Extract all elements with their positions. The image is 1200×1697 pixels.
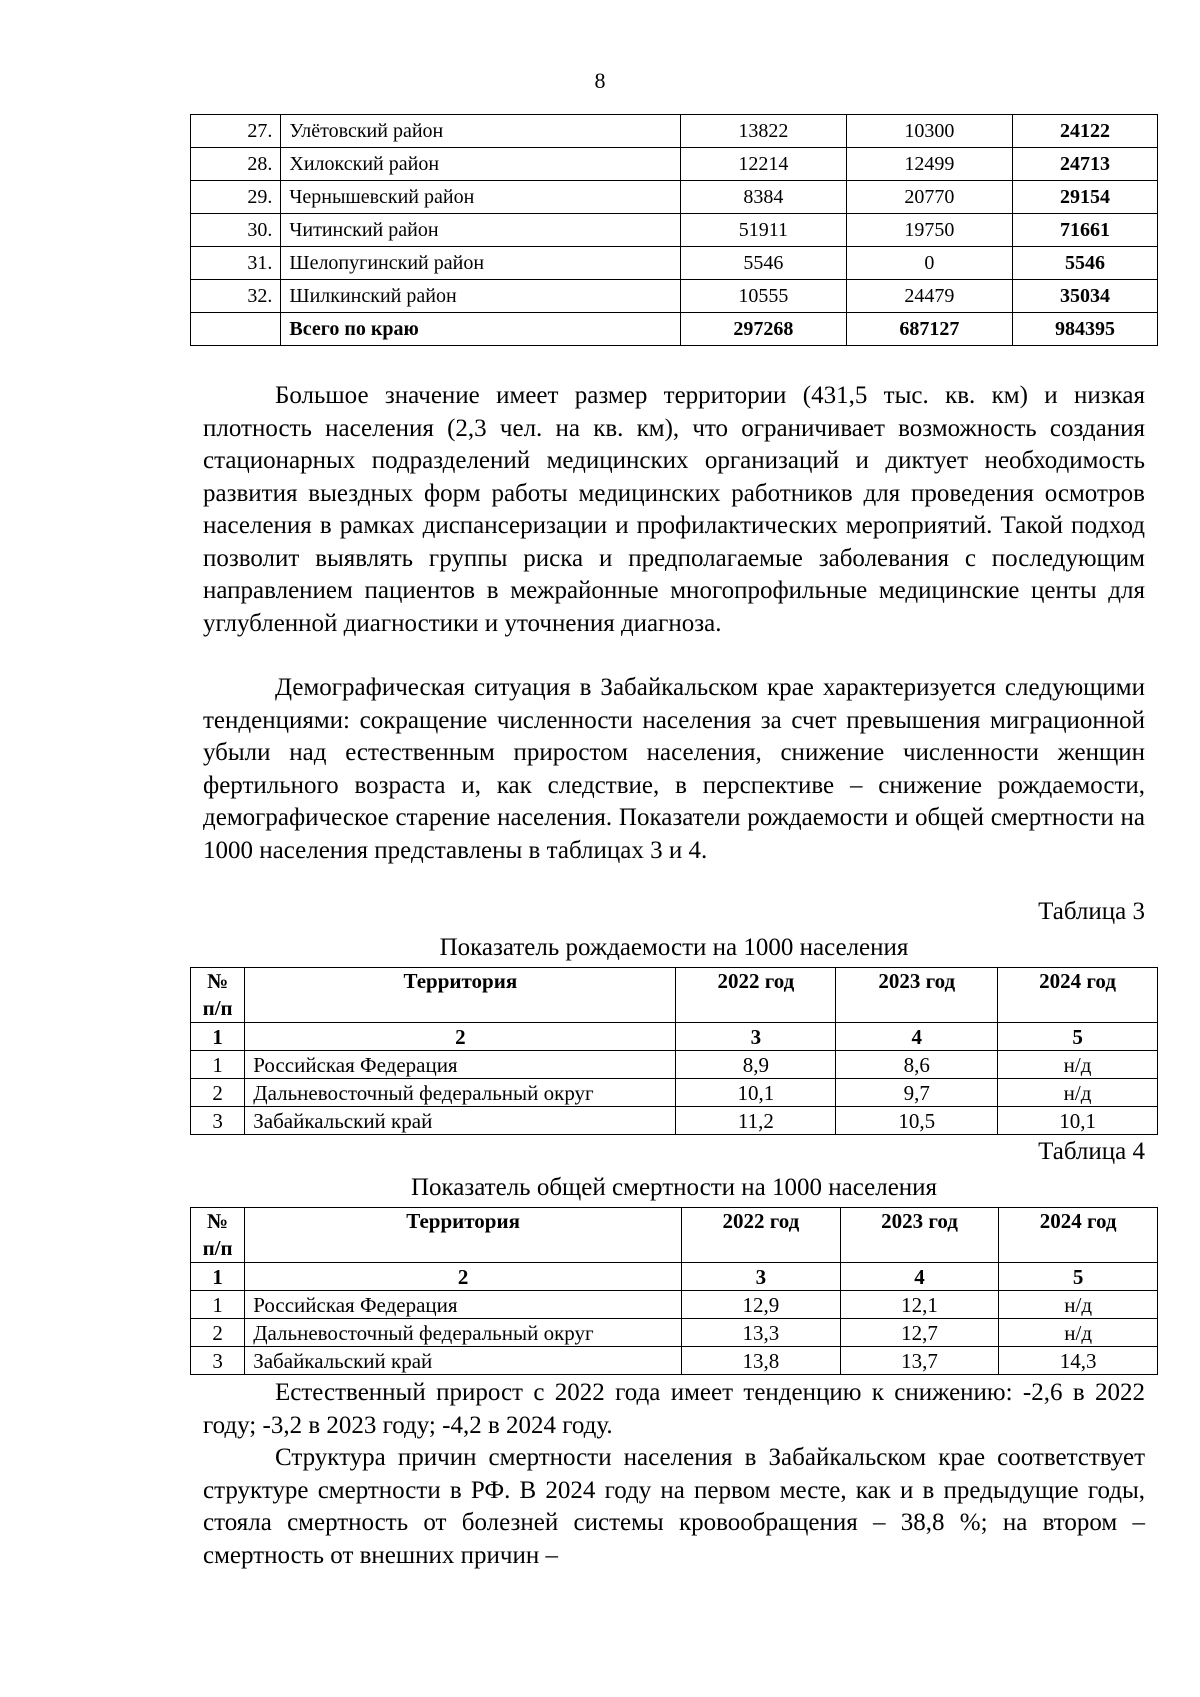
header-2024: 2024 год (999, 1208, 1158, 1263)
column-number: 4 (836, 1023, 998, 1051)
district-value-1: 51911 (680, 214, 846, 247)
table4-label: Таблица 4 (1038, 1138, 1145, 1165)
row-number: 2 (191, 1079, 245, 1107)
header-num: № п/п (191, 968, 245, 1023)
column-number: 4 (840, 1263, 999, 1291)
territory-name: Дальневосточный федеральный округ (245, 1079, 676, 1107)
table-row (191, 115, 1158, 148)
column-number: 1 (191, 1023, 245, 1051)
row-number: 1 (191, 1291, 245, 1319)
value-2022: 10,1 (676, 1079, 836, 1107)
district-value-2: 20770 (846, 181, 1012, 214)
table-total-row (191, 313, 1158, 346)
district-name: Шилкинский район (281, 280, 680, 313)
table-row (191, 148, 1158, 181)
value-2024: н/д (998, 1051, 1158, 1079)
table3-title: Показатель рождаемости на 1000 населения (439, 934, 909, 961)
district-value-1: 10555 (680, 280, 846, 313)
value-2023: 10,5 (836, 1107, 998, 1135)
district-name: Чернышевский район (281, 181, 680, 214)
district-total: 24122 (1012, 115, 1157, 148)
territory-name: Российская Федерация (245, 1051, 676, 1079)
value-2024: 14,3 (999, 1347, 1158, 1375)
birth-rate-table (190, 967, 1158, 1135)
district-total: 24713 (1012, 148, 1157, 181)
row-number: 28. (191, 148, 281, 181)
territory-name: Забайкальский край (245, 1107, 676, 1135)
table-row (191, 1107, 1158, 1135)
row-number: 30. (191, 214, 281, 247)
value-2023: 13,7 (840, 1347, 999, 1375)
value-2023: 8,6 (836, 1051, 998, 1079)
paragraph-mortality-structure: Структура причин смертности населения в Забайкальском крае соответствует структуре смертности в РФ. В 2024 году на первом месте, как и в предыдущие годы, стояла смертность от болезней системы кровообращения – 38,8 %; на втором – смертность от внешних причин – (203, 1444, 1145, 1569)
value-2023: 12,7 (840, 1319, 999, 1347)
column-number: 3 (676, 1023, 836, 1051)
district-name: Читинский район (281, 214, 680, 247)
value-2024: 10,1 (998, 1107, 1158, 1135)
district-value-2: 0 (846, 247, 1012, 280)
value-2022: 11,2 (676, 1107, 836, 1135)
table3-label: Таблица 3 (1038, 898, 1145, 925)
district-name: Хилокский район (281, 148, 680, 181)
column-number: 5 (999, 1263, 1158, 1291)
value-2022: 13,3 (682, 1319, 841, 1347)
district-value-2: 19750 (846, 214, 1012, 247)
value-2022: 13,8 (682, 1347, 841, 1375)
district-value-2: 24479 (846, 280, 1012, 313)
row-number: 2 (191, 1319, 245, 1347)
row-number: 29. (191, 181, 281, 214)
row-number (191, 313, 281, 346)
total-value-2: 687127 (846, 313, 1012, 346)
header-2023: 2023 год (840, 1208, 999, 1263)
table-row (191, 280, 1158, 313)
district-value-2: 12499 (846, 148, 1012, 181)
header-2024: 2024 год (998, 968, 1158, 1023)
header-territory: Территория (245, 1208, 682, 1263)
mortality-rate-table (190, 1207, 1158, 1375)
table-row (191, 1079, 1158, 1107)
column-number: 3 (682, 1263, 841, 1291)
total-value-sum: 984395 (1012, 313, 1157, 346)
table-row (191, 214, 1158, 247)
table-header-row (191, 1208, 1158, 1263)
header-num: № п/п (191, 1208, 245, 1263)
table-header-row (191, 968, 1158, 1023)
page-number: 8 (594, 68, 606, 93)
district-value-1: 12214 (680, 148, 846, 181)
table4-title: Показатель общей смертности на 1000 населения (410, 1174, 938, 1201)
value-2023: 12,1 (840, 1291, 999, 1319)
district-name: Улётовский район (281, 115, 680, 148)
district-total: 29154 (1012, 181, 1157, 214)
total-value-1: 297268 (680, 313, 846, 346)
row-number: 31. (191, 247, 281, 280)
table-row (191, 181, 1158, 214)
column-number: 5 (998, 1023, 1158, 1051)
district-name: Шелопугинский район (281, 247, 680, 280)
table-row (191, 1291, 1158, 1319)
district-total: 5546 (1012, 247, 1157, 280)
value-2024: н/д (999, 1319, 1158, 1347)
row-number: 1 (191, 1051, 245, 1079)
row-number: 3 (191, 1347, 245, 1375)
header-territory: Территория (245, 968, 676, 1023)
paragraph-territory: Большое значение имеет размер территории (431,5 тыс. кв. км) и низкая плотность населения (2,3 чел. на кв. км), что ограничивает возможность создания стационарных подразделений медицинских организаций и диктует необходимость развития выездных форм работы медицинских работников для проведения осмотров населения в рамках диспансеризации и профилактических мероприятий. Такой подход позволит выявлять группы риска и предполагаемые заболевания с последующим направлением пациентов в межрайонные многопрофильные медицинские центы для углубленной диагностики и уточнения диагноза. (203, 382, 1145, 637)
row-number: 27. (191, 115, 281, 148)
territory-name: Дальневосточный федеральный округ (245, 1319, 682, 1347)
column-number: 1 (191, 1263, 245, 1291)
territory-name: Забайкальский край (245, 1347, 682, 1375)
header-2022: 2022 год (676, 968, 836, 1023)
header-2023: 2023 год (836, 968, 998, 1023)
paragraph-demography: Демографическая ситуация в Забайкальском крае характеризуется следующими тенденциями: сокращение численности населения за счет превышения миграционной убыли над естественным приростом населения, снижение численности женщин фертильного возраста и, как следствие, в перспективе – снижение рождаемости, демографическое старение населения. Показатели рождаемости и общей смертности на 1000 населения представлены в таблицах 3 и 4. (203, 674, 1145, 864)
value-2022: 12,9 (682, 1291, 841, 1319)
value-2022: 8,9 (676, 1051, 836, 1079)
column-number-row (191, 1263, 1158, 1291)
table-row (191, 1347, 1158, 1375)
district-value-1: 8384 (680, 181, 846, 214)
value-2024: н/д (998, 1079, 1158, 1107)
column-number-row (191, 1023, 1158, 1051)
value-2024: н/д (999, 1291, 1158, 1319)
column-number: 2 (245, 1263, 682, 1291)
table-row (191, 1051, 1158, 1079)
district-value-1: 5546 (680, 247, 846, 280)
district-total: 71661 (1012, 214, 1157, 247)
row-number: 3 (191, 1107, 245, 1135)
total-label: Всего по краю (281, 313, 680, 346)
district-value-2: 10300 (846, 115, 1012, 148)
districts-table (190, 114, 1158, 346)
table-row (191, 247, 1158, 280)
value-2023: 9,7 (836, 1079, 998, 1107)
table-row (191, 1319, 1158, 1347)
row-number: 32. (191, 280, 281, 313)
district-total: 35034 (1012, 280, 1157, 313)
column-number: 2 (245, 1023, 676, 1051)
paragraph-natural-growth: Естественный прирост с 2022 года имеет тенденцию к снижению: -2,6 в 2022 году; -3,2 в 2023 году; -4,2 в 2024 году. (203, 1379, 1145, 1439)
territory-name: Российская Федерация (245, 1291, 682, 1319)
district-value-1: 13822 (680, 115, 846, 148)
header-2022: 2022 год (682, 1208, 841, 1263)
